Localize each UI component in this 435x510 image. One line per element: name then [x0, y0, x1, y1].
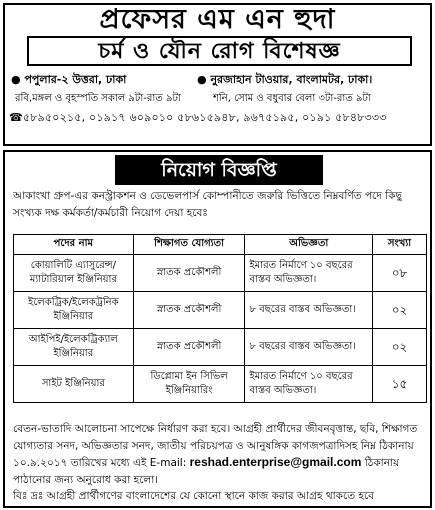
- chamber-1: [11, 71, 126, 90]
- doctor-specialty: চর্ম ও যৌন রোগ বিশেষজ্ঞ: [98, 39, 341, 64]
- cell-count: ০৮: [373, 255, 427, 292]
- chamber-2: [197, 71, 372, 90]
- job-advertisement: [3, 150, 432, 508]
- cell-post: কোয়ালিটি এ্যাসুরেন্স/ ম্যাটারিয়াল ইঞ্জিনিয়ার: [14, 255, 134, 292]
- application-instructions: [13, 421, 427, 488]
- table-header-row: [14, 235, 427, 255]
- bullet-icon: ●: [11, 73, 25, 86]
- phone-text: ৫৮৯৫০২১৫, ০১৯১৭ ৬০৯০১০ ৫৮৬১৫৯৪৮, ৯৬৭৫১৯৫, ০১৯১ ৫৮৪৮৩৩৩: [22, 111, 387, 124]
- job-title: নিয়োগ বিজ্ঞপ্তি: [161, 159, 277, 181]
- phone-icon: ☎: [9, 111, 23, 124]
- chamber-locations: [11, 69, 429, 89]
- doctor-advertisement: [3, 3, 432, 146]
- cell-education: স্নাতক প্রকৌশলী: [133, 329, 245, 366]
- cell-experience: ইমারত নির্মাণে ১০ বছরের বাস্তব অভিজ্ঞতা।: [245, 366, 373, 403]
- cell-count: ১৫: [373, 366, 427, 403]
- table-row: [14, 366, 427, 403]
- specialty-box: [27, 36, 412, 66]
- job-title-banner: [115, 155, 323, 185]
- cell-count: ০২: [373, 329, 427, 366]
- cell-experience: ৮ বছরের বাস্তব অভিজ্ঞতা।: [245, 292, 373, 329]
- hours-2: শনি, সোম ও বধুবার বেলা ৩টা-রাত ৯টা: [213, 93, 371, 104]
- cell-post: আইপিই/ইলেকট্রিক্যাল ইঞ্জিনিয়ার: [14, 329, 134, 366]
- footer-tail: ঠিকানায় পাঠানোর জন্য অনুরোধ করা হলো।: [13, 457, 400, 486]
- table-row: [14, 255, 427, 292]
- header-education: শিক্ষাগত যোগ্যতা: [133, 235, 245, 255]
- cell-education: স্নাতক প্রকৌশলী: [133, 255, 245, 292]
- hours-1: রবি,মঙ্গল ও বৃহস্পতি সকাল ৯টা-রাত ৯টা: [15, 93, 181, 104]
- cell-post: সাইট ইঞ্জিনিয়ার: [14, 366, 134, 403]
- header-experience: অভিজ্ঞতা: [245, 235, 373, 255]
- cell-education: স্নাতক প্রকৌশলী: [133, 292, 245, 329]
- table-row: [14, 329, 427, 366]
- doctor-name: প্রফেসর এম এন হুদা: [99, 4, 336, 35]
- header-post: পদের নাম: [14, 235, 134, 255]
- cell-experience: ৮ বছরের বাস্তব অভিজ্ঞতা।: [245, 329, 373, 366]
- cell-experience: ইমারত নির্মাণে ১০ বছরের বাস্তব অভিজ্ঞতা।: [245, 255, 373, 292]
- header-count: সংখ্যা: [373, 235, 427, 255]
- chamber-1-text: পপুলার-২ উত্তরা, ঢাকা: [24, 73, 127, 86]
- cell-count: ০২: [373, 292, 427, 329]
- chamber-2-text: নুরজাহান টাওয়ার, বাংলামটর, ঢাকা।: [210, 73, 373, 86]
- table-row: [14, 292, 427, 329]
- cell-post: ইলেকট্রিক/ইলেকট্রনিক ইঞ্জিনিয়ার: [14, 292, 134, 329]
- cell-education: ডিপ্লোমা ইন সিভিল ইঞ্জিনিয়ারিং: [133, 366, 245, 403]
- vacancy-table: [13, 234, 427, 403]
- chamber-hours: [15, 89, 429, 107]
- job-intro: আকাংখা গ্রুপ-এর কনস্ট্রাকশন ও ডেভেলপার্স কোম্পানীতে জরুরি ভিত্তিতে নিম্নবর্ণিত পদে কিছু সংখ্যক দক্ষ কর্মকর্তা/কর্মচারী নিয়োগ দেয়া হবেঃ: [13, 190, 402, 219]
- phone-numbers: [9, 109, 431, 129]
- footnote: বিঃ দ্রঃ আগ্রহী প্রার্থীগণের বাংলাদেশের যে কোনো স্থানে কাজ করার আগ্রহ থাকতে হবে: [13, 490, 375, 502]
- bullet-icon: ●: [197, 73, 211, 86]
- email-link[interactable]: reshad.enterprise@gmail.com: [189, 455, 362, 469]
- footer-text: বেতন-ভাতাদি আলোচনা সাপেক্ষে নির্ধারণ করা হবে। আগ্রহী প্রার্থীদের জীবনবৃত্তান্ত, ছবি, শিক্ষাগত যোগ্যতার সনদ, অভিজ্ঞতার সনদ, জাতীয় পরিচয়পত্র ও আনুষঙ্গিক কাগজপত্রাদিসহ নিম্ন ঠিকানায় ১০.৯.২০১৭ তারিখের মধ্যে এই E-mail:: [13, 423, 418, 469]
